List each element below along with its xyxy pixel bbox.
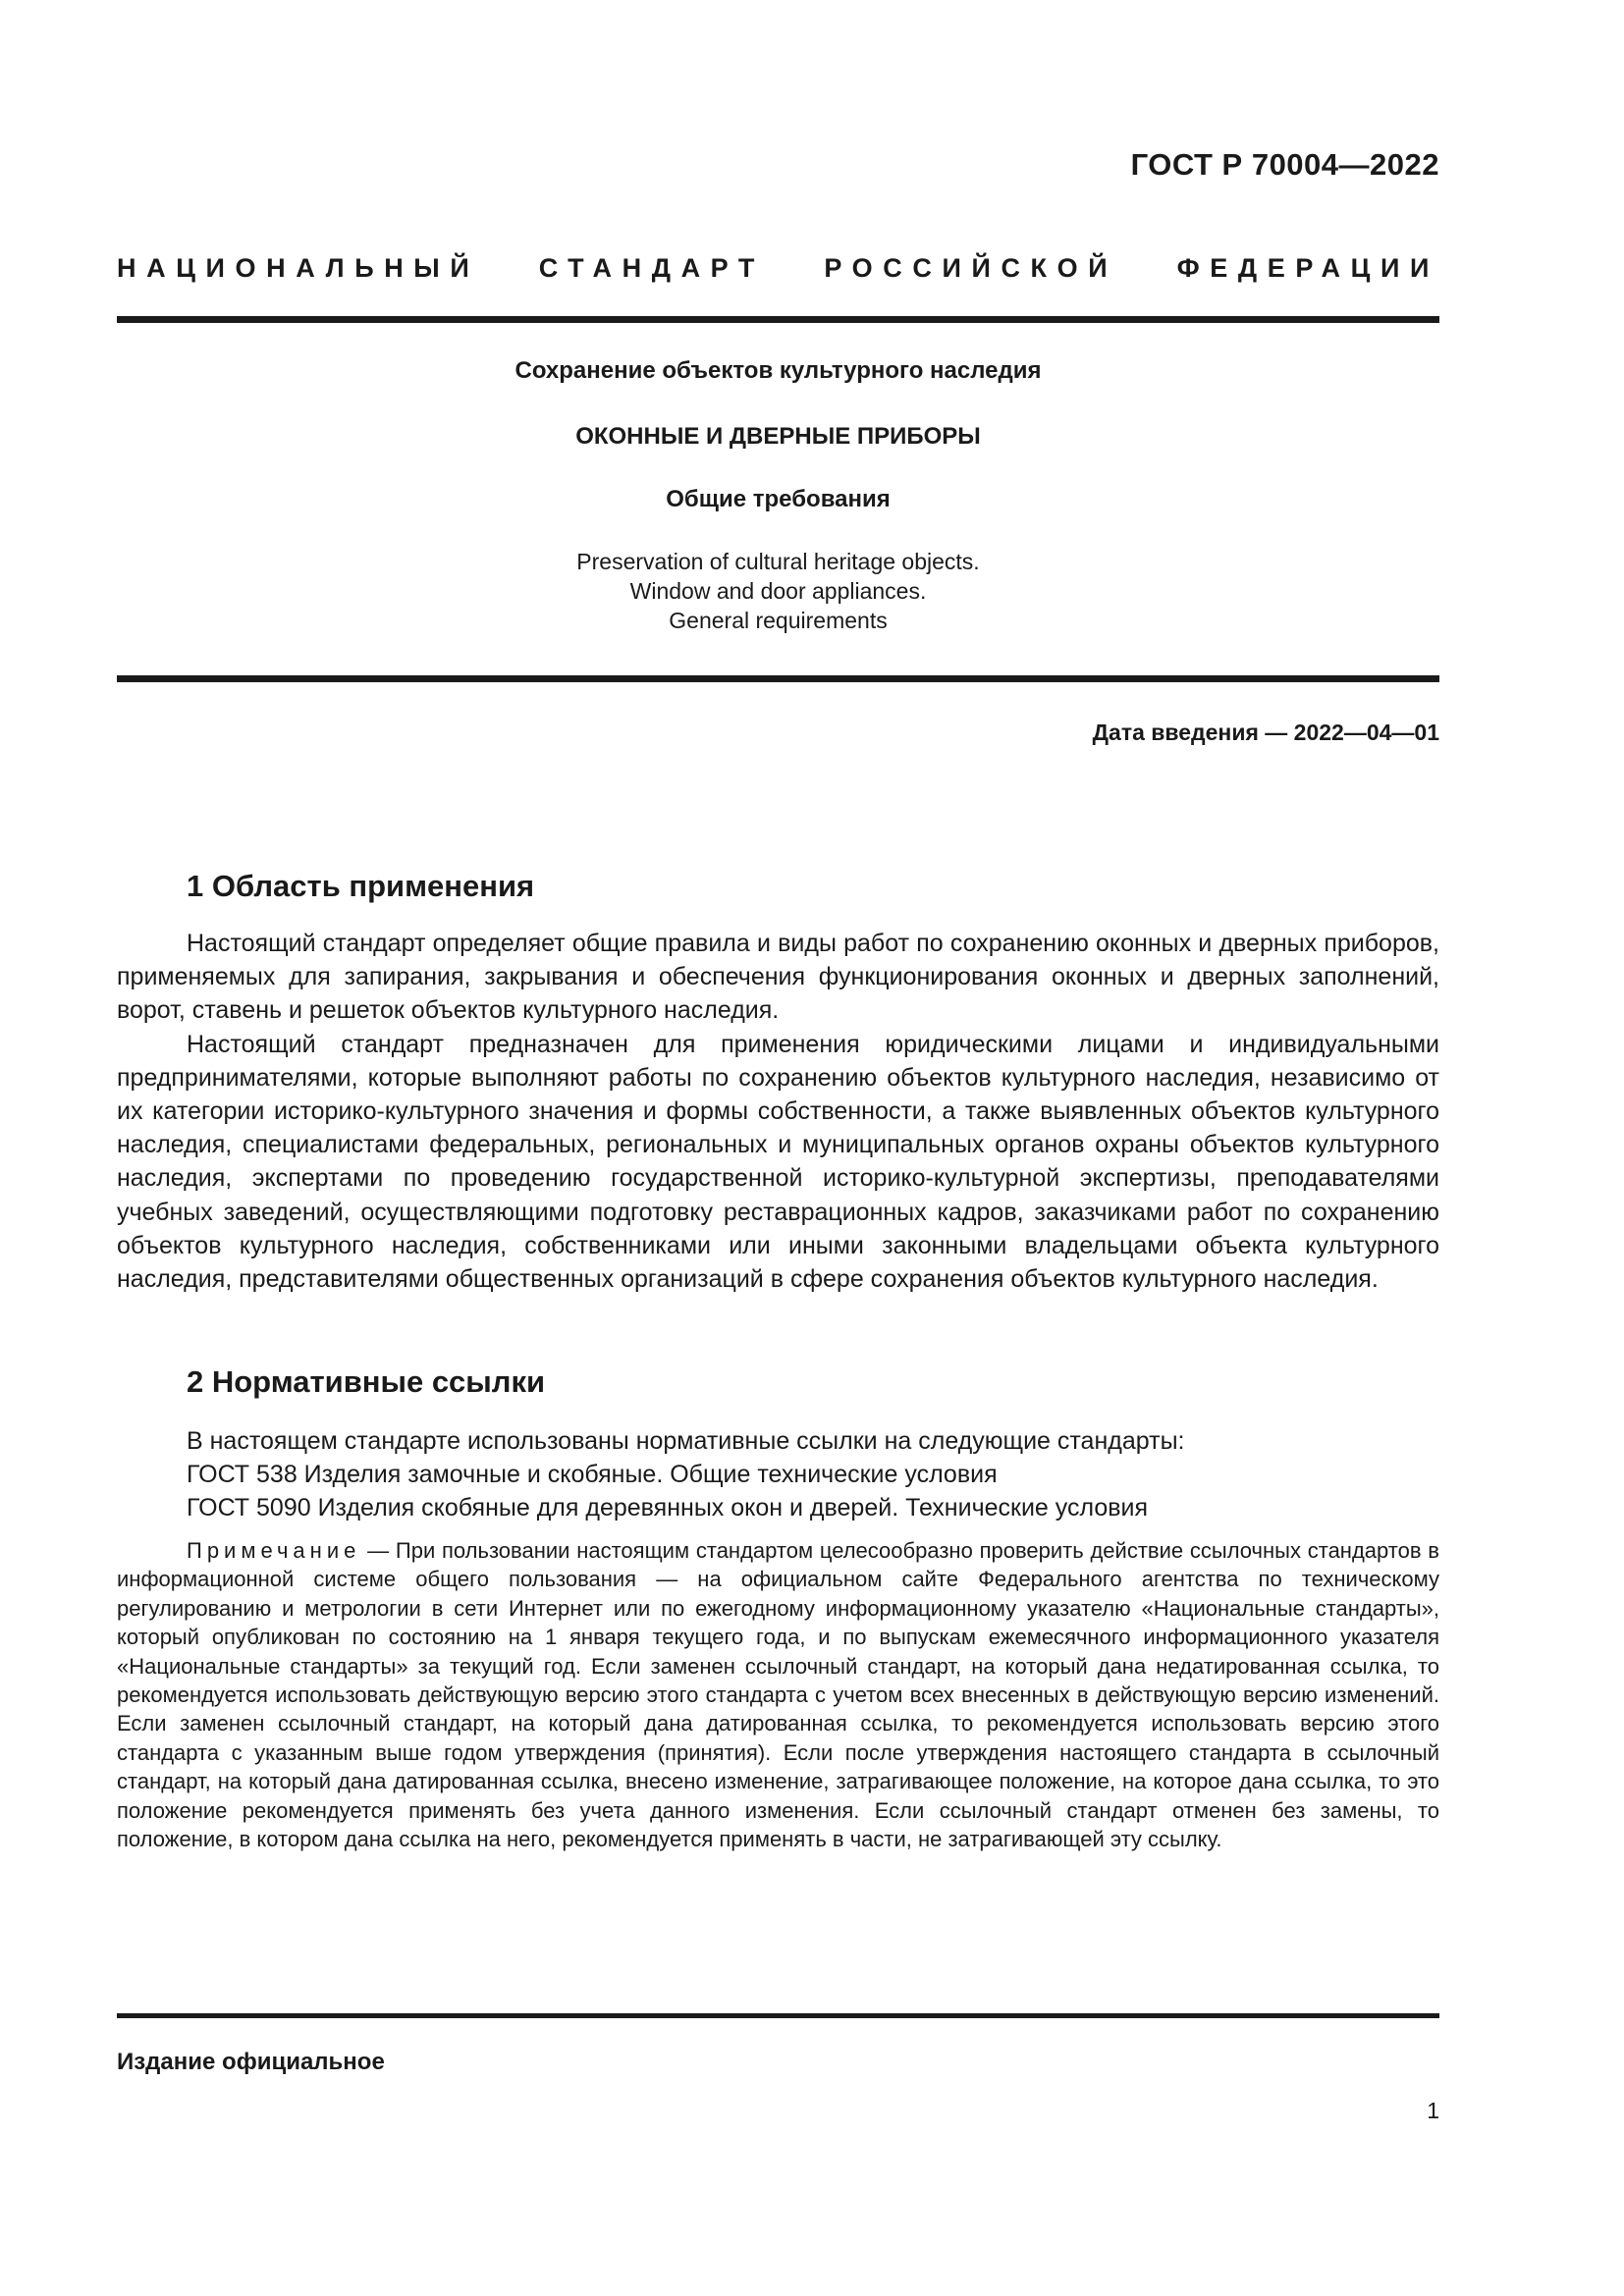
reference-item: ГОСТ 538 Изделия замочные и скобяные. Общие технические условия [187, 1461, 998, 1488]
paragraph: Настоящий стандарт предназначен для применения юридическими лицами и индивидуальными предпринимателями, которые выполняют работы по сохранению объектов культурного наследия, независимо от их категории историко-культурного значения и формы собственности, а также выявленных объектов культурного наследия, специалистами федеральных, региональных и муниципальных органов охраны объектов культурного наследия, экспертами по проведению государственной историко-культурной экспертизы, преподавателями учебных заведений, осуществляющими подготовку реставрационных кадров, заказчиками работ по сохранению объектов культурного наследия, собственниками или иными законными владельцами объекта культурного наследия, представителями общественных организаций в сфере сохранения объектов культурного наследия. [117, 1030, 1439, 1294]
introduction-date: Дата введения — 2022—04—01 [1092, 720, 1439, 745]
note-dash: — [360, 1538, 396, 1563]
paragraph: Настоящий стандарт определяет общие правила и виды работ по сохранению оконных и дверных приборов, применяемых для запирания, закрывания и обеспечения функционирования оконных и дверных заполнений, ворот, ставень и решеток объектов культурного наследия. [117, 930, 1439, 1025]
title-series: Сохранение объектов культурного наследия [514, 357, 1042, 384]
english-title [117, 547, 1439, 635]
official-edition-label: Издание официальное [117, 2049, 385, 2075]
title-name: ОКОННЫЕ И ДВЕРНЫЕ ПРИБОРЫ [575, 423, 981, 450]
english-title-line: Preservation of cultural heritage objects. [576, 549, 980, 574]
note-label: Примечание [187, 1538, 361, 1563]
title-divider [117, 675, 1439, 682]
section-2-heading: 2 Нормативные ссылки [187, 1364, 546, 1399]
reference-item: ГОСТ 5090 Изделия скобяные для деревянных окон и дверей. Технические условия [187, 1494, 1149, 1522]
national-standard-title: НАЦИОНАЛЬНЫЙ СТАНДАРТ РОССИЙСКОЙ ФЕДЕРАЦИИ [117, 253, 1439, 283]
page-number: 1 [1427, 2098, 1439, 2123]
references-intro: В настоящем стандарте использованы нормативные ссылки на следующие стандарты: [187, 1427, 1185, 1455]
gost-code: ГОСТ Р 70004—2022 [1130, 147, 1439, 182]
note [117, 1536, 1439, 1853]
section-1-heading: 1 Область применения [187, 869, 535, 903]
footer-divider [117, 2013, 1439, 2018]
document-page [117, 0, 1439, 2296]
english-title-line: General requirements [669, 608, 888, 633]
normative-references [187, 1424, 1439, 1524]
english-title-line: Window and door appliances. [629, 578, 927, 604]
section-1-body [117, 927, 1439, 1296]
top-divider [117, 316, 1439, 323]
title-subtitle: Общие требования [666, 486, 891, 512]
note-text: При пользовании настоящим стандартом целесообразно проверить действие ссылочных стандартов в информационной системе общего пользования — на официальном сайте Федерального агентства по техническому регулированию и метрологии в сети Интернет или по ежегодному информационному указателю «Национальные стандарты», который опубликован по состоянию на 1 января текущего года, и по выпускам ежемесячного информационного указателя «Национальные стандарты» за текущий год. Если заменен ссылочный стандарт, на который дана недатированная ссылка, то рекомендуется использовать действующую версию этого стандарта с учетом всех внесенных в действующую версию изменений. Если заменен ссылочный стандарт, на который дана датированная ссылка, то рекомендуется использовать версию этого стандарта с указанным выше годом утверждения (принятия). Если после утверждения настоящего стандарта в ссылочный стандарт, на который дана датированная ссылка, внесено изменение, затрагивающее положение, на которое дана ссылка, то это положение рекомендуется применять без учета данного изменения. Если ссылочный стандарт отменен без замены, то положение, в котором дана ссылка на него, рекомендуется применять в части, не затрагивающей эту ссылку. [117, 1538, 1439, 1852]
